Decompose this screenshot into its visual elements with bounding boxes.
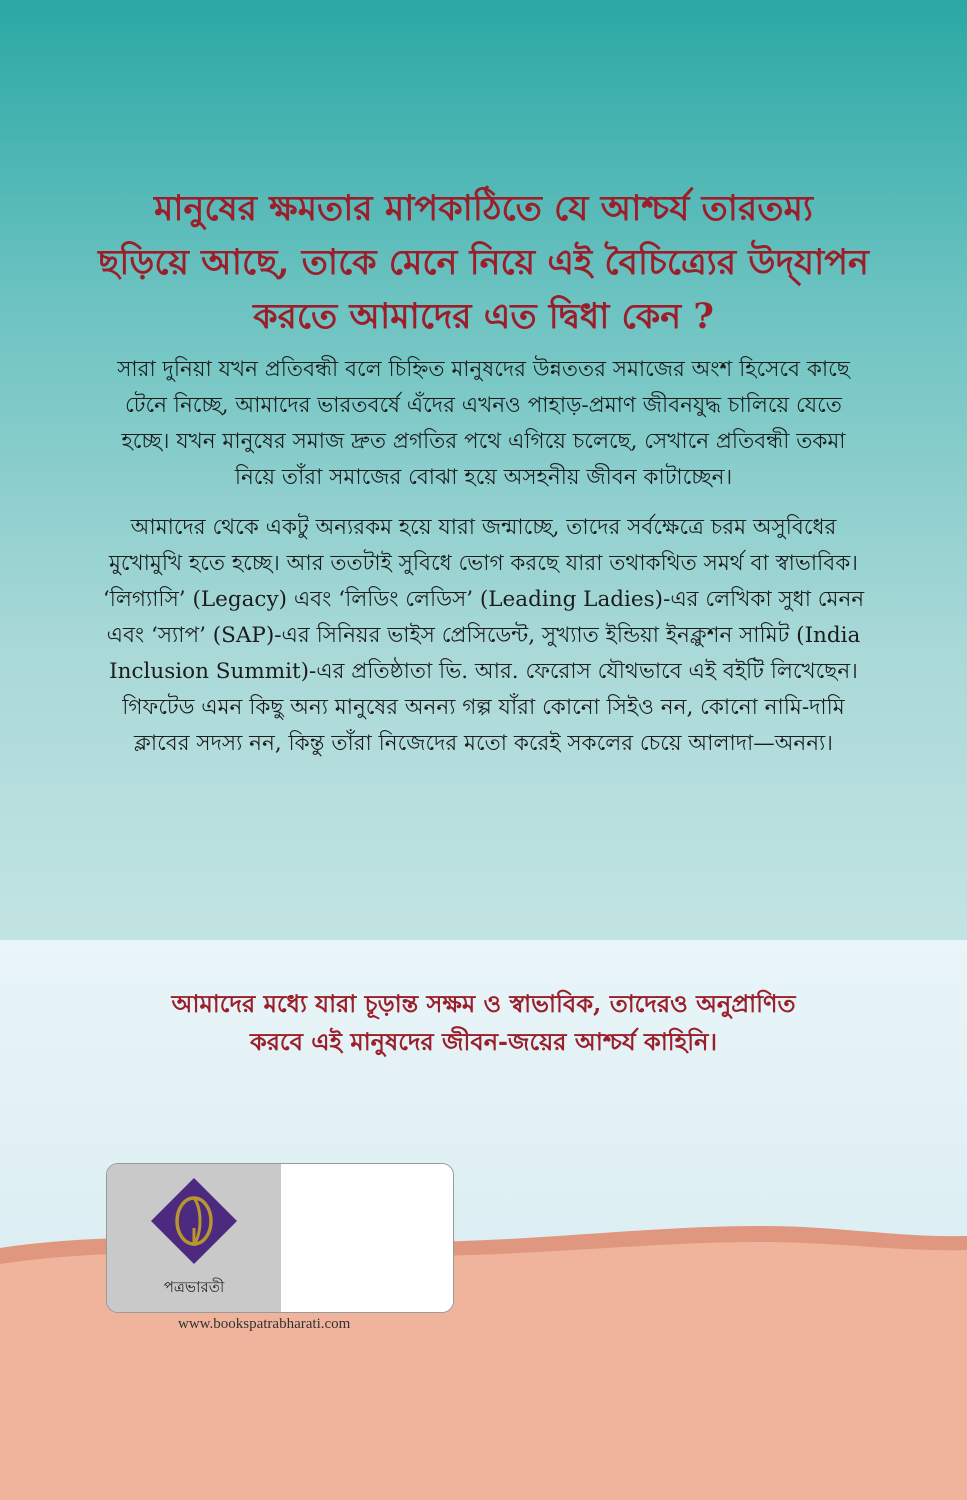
closing-statement (80, 985, 887, 1061)
closing-line-2: করবে এই মানুষদের জীবন-জয়ের আশ্চর্য কাহিনি। (249, 1027, 718, 1056)
diamond-leaf-logo-icon (149, 1176, 239, 1266)
publisher-logo-panel (107, 1164, 281, 1312)
blurb-paragraph-1: সারা দুনিয়া যখন প্রতিবন্ধী বলে চিহ্নিত মানুষদের উন্নততর সমাজের অংশ হিসেবে কাছে টেনে নিচ্ছে, আমাদের ভারতবর্ষে এঁদের এখনও পাহাড়-প্রমাণ জীবনযুদ্ধ চালিয়ে যেতে হচ্ছে। যখন মানুষের সমাজ দ্রুত প্রগতির পথে এগিয়ে চলেছে, সেখানে প্রতিবন্ধী তকমা নিয়ে তাঁরা সমাজের বোঝা হয়ে অসহনীয় জীবন কাটাচ্ছেন। (117, 357, 850, 490)
publisher-website[interactable]: www.bookspatrabharati.com (178, 1316, 351, 1332)
headline-line-1: মানুষের ক্ষমতার মাপকাঠিতে যে আশ্চর্য তারতম্য (153, 188, 814, 229)
barcode-area (281, 1164, 453, 1312)
blurb-body (100, 352, 867, 776)
headline-line-2: ছড়িয়ে আছে, তাকে মেনে নিয়ে এই বৈচিত্র্যের উদ্‌যাপন (98, 242, 869, 283)
closing-line-1: আমাদের মধ্যে যারা চূড়ান্ত সক্ষম ও স্বাভাবিক, তাদেরও অনুপ্রাণিত (171, 989, 796, 1018)
publisher-name: পত্রভারতী (163, 1278, 225, 1296)
headline-line-3: করতে আমাদের এত দ্বিধা কেন ? (253, 296, 714, 337)
blurb-paragraph-2: আমাদের থেকে একটু অন্যরকম হয়ে যারা জন্মাচ্ছে, তাদের সর্বক্ষেত্রে চরম অসুবিধের মুখোমুখি হতে হচ্ছে। আর ততটাই সুবিধে ভোগ করছে যারা তথাকথিত সমর্থ বা স্বাভাবিক। ‘লিগ্যাসি’ (Legacy) এবং ‘লিডিং লেডিস’ (Leading Ladies)-এর লেখিকা সুধা মেনন এবং ‘স্যাপ’ (SAP)-এর সিনিয়র ভাইস প্রেসিডেন্ট, সুখ্যাত ইন্ডিয়া ইনক্লুশন সামিট (India Inclusion Summit)-এর প্রতিষ্ঠাতা ভি. আর. ফেরোস যৌথভাবে এই বইটি লিখেছেন। গিফটেড এমন কিছু অন্য মানুষের অনন্য গল্প যাঁরা কোনো সিইও নন, কোনো নামি-দামি ক্লাবের সদস্য নন, কিন্তু তাঁরা নিজেদের মতো করেই সকলের চেয়ে আলাদা—অনন্য। (102, 515, 865, 756)
headline (60, 182, 907, 344)
publisher-card (106, 1163, 454, 1313)
